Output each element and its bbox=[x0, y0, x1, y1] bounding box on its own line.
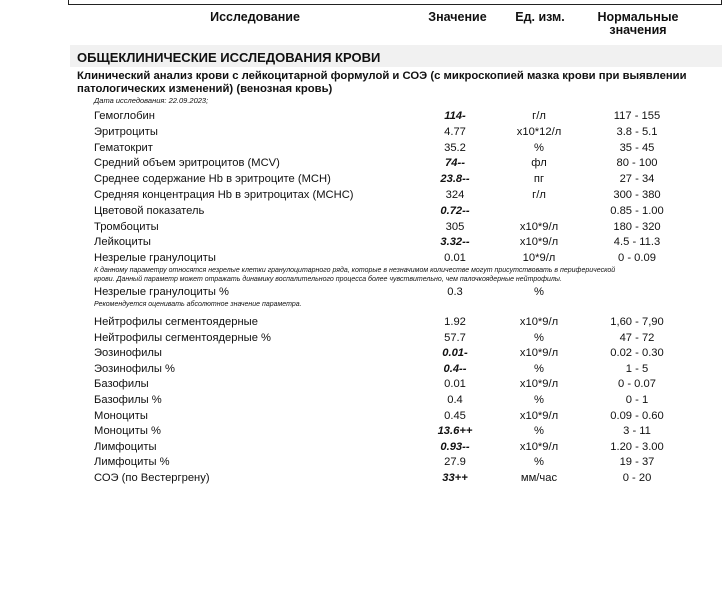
row-value: 1.92 bbox=[444, 316, 466, 328]
row-name: Средний объем эритроцитов (MCV) bbox=[94, 157, 280, 170]
row-value: 0.72-- bbox=[440, 204, 470, 217]
study-date: Дата исследования: 22.09.2023; bbox=[94, 96, 209, 105]
header-ref-line2: значения bbox=[609, 23, 667, 37]
row-ref: 0.02 - 0.30 bbox=[610, 347, 664, 360]
row-value: 0.01- bbox=[442, 347, 468, 360]
header-unit: Ед. изм. bbox=[515, 10, 565, 24]
row-ref: 300 - 380 bbox=[613, 189, 661, 201]
row-value: 35.2 bbox=[444, 141, 466, 154]
note-line-2: крови. Данный параметр может отражать динамику воспалительного процесса более чувствительно, чем палочкоядерные нейтрофилы. bbox=[94, 275, 562, 283]
row-unit: % bbox=[534, 456, 544, 469]
row-unit: x10*9/л bbox=[519, 347, 559, 360]
row-ref: 19 - 37 bbox=[619, 456, 655, 469]
row-unit: x10*12/л bbox=[516, 125, 562, 138]
table-row bbox=[0, 126, 728, 141]
row-ref: 0 - 0.07 bbox=[618, 378, 656, 391]
row-unit: x10*9/л bbox=[519, 316, 559, 328]
row-ref: 117 - 155 bbox=[613, 110, 661, 122]
row-name: Нейтрофилы сегментоядерные bbox=[94, 316, 258, 328]
row-name: Лимфоциты % bbox=[94, 456, 170, 469]
row-value: 74-- bbox=[445, 157, 465, 170]
row-unit: мм/час bbox=[520, 472, 558, 484]
row-ref: 1 - 5 bbox=[625, 362, 649, 375]
table-row bbox=[0, 347, 728, 362]
row-value: 0.4 bbox=[447, 394, 463, 406]
table-row bbox=[0, 332, 728, 347]
row-unit: % bbox=[534, 286, 544, 298]
section-title: ОБЩЕКЛИНИЧЕСКИЕ ИССЛЕДОВАНИЯ КРОВИ bbox=[77, 50, 381, 65]
row-value: 33++ bbox=[442, 472, 468, 484]
header-test: Исследование bbox=[210, 10, 300, 24]
row-name: Эозинофилы % bbox=[94, 362, 175, 375]
row-name: Базофилы bbox=[94, 378, 149, 391]
header-ref bbox=[590, 11, 686, 37]
row-value: 0.01 bbox=[444, 252, 466, 265]
row-unit: x10*9/л bbox=[519, 378, 559, 391]
row-name: Цветовой показатель bbox=[94, 204, 205, 217]
table-row bbox=[0, 472, 728, 487]
row-unit: г/л bbox=[532, 110, 546, 122]
subtitle-line-1: Клинический анализ крови с лейкоцитарной формулой и СОЭ (с микроскопией мазка крови при выявлении bbox=[77, 70, 687, 82]
row-name: Нейтрофилы сегментоядерные % bbox=[94, 331, 271, 344]
row-unit: x10*9/л bbox=[519, 440, 559, 453]
row-unit: % bbox=[534, 331, 544, 344]
table-row bbox=[0, 316, 728, 331]
row-value: 0.4-- bbox=[443, 362, 467, 375]
row-unit: пг bbox=[533, 173, 545, 186]
row-value: 0.01 bbox=[444, 378, 466, 391]
table-row bbox=[0, 173, 728, 188]
table-row bbox=[0, 456, 728, 471]
row-name: Моноциты bbox=[94, 409, 148, 422]
row-name: Среднее содержание Hb в эритроците (MCH) bbox=[94, 173, 331, 186]
row-unit: x10*9/л bbox=[519, 236, 559, 249]
row-value: 0.93-- bbox=[440, 440, 470, 453]
note-line-1: К данному параметру относятся незрелые клетки гранулоцитарного ряда, которые в незначимом количестве могут присутствовать в периферической bbox=[94, 267, 616, 274]
header-value: Значение bbox=[428, 10, 487, 24]
row-value: 0.45 bbox=[444, 409, 466, 422]
row-value: 114- bbox=[444, 110, 466, 122]
row-name: Лимфоциты bbox=[94, 440, 157, 453]
row-ref: 80 - 100 bbox=[616, 157, 658, 170]
row-value: 27.9 bbox=[444, 456, 466, 469]
row-value: 0.3 bbox=[447, 286, 463, 298]
row-name: Незрелые гранулоциты bbox=[94, 252, 216, 265]
row-name: Эритроциты bbox=[94, 125, 158, 138]
row-ref: 0.85 - 1.00 bbox=[610, 204, 664, 217]
row-ref: 0.09 - 0.60 bbox=[610, 409, 664, 422]
row-value: 57.7 bbox=[444, 331, 466, 344]
row-unit: % bbox=[534, 394, 544, 406]
row-ref: 1.20 - 3.00 bbox=[610, 440, 664, 453]
table-row bbox=[0, 110, 728, 125]
row-value: 324 bbox=[445, 189, 465, 201]
row-name: Незрелые гранулоциты % bbox=[94, 286, 229, 298]
row-unit: x10*9/л bbox=[519, 409, 559, 422]
row-unit: % bbox=[534, 141, 544, 154]
row-name: Гемоглобин bbox=[94, 110, 155, 122]
row-ref: 4.5 - 11.3 bbox=[613, 236, 661, 249]
table-row bbox=[0, 378, 728, 393]
note-recommend: Рекомендуется оценивать абсолютное значение параметра. bbox=[94, 301, 302, 308]
row-unit: x10*9/л bbox=[519, 220, 559, 233]
test-subtitle bbox=[77, 70, 687, 95]
row-ref: 0 - 1 bbox=[625, 394, 649, 406]
row-name: СОЭ (по Вестергрену) bbox=[94, 472, 210, 484]
row-value: 13.6++ bbox=[437, 425, 473, 438]
row-ref: 35 - 45 bbox=[619, 141, 655, 154]
row-value: 305 bbox=[445, 220, 465, 233]
row-ref: 27 - 34 bbox=[619, 173, 655, 186]
table-row bbox=[0, 221, 728, 236]
row-value: 23.8-- bbox=[440, 173, 470, 186]
row-name: Эозинофилы bbox=[94, 347, 162, 360]
row-ref: 1,60 - 7,90 bbox=[610, 316, 664, 328]
row-unit: % bbox=[534, 362, 544, 375]
row-ref: 0 - 0.09 bbox=[618, 252, 656, 265]
row-ref: 3.8 - 5.1 bbox=[616, 125, 658, 138]
top-frame-border bbox=[68, 0, 722, 5]
table-row bbox=[0, 286, 728, 301]
row-unit: 10*9/л bbox=[522, 252, 556, 265]
table-row bbox=[0, 157, 728, 172]
row-value: 4.77 bbox=[444, 125, 466, 138]
table-row bbox=[0, 425, 728, 440]
table-row bbox=[0, 363, 728, 378]
row-name: Средняя концентрация Hb в эритроцитах (MCHC) bbox=[94, 189, 354, 201]
table-row bbox=[0, 252, 728, 267]
row-name: Моноциты % bbox=[94, 425, 161, 438]
row-name: Базофилы % bbox=[94, 394, 162, 406]
row-unit: фл bbox=[531, 157, 547, 170]
row-name: Тромбоциты bbox=[94, 220, 159, 233]
header-ref-line1: Нормальные bbox=[597, 10, 679, 24]
subtitle-line-2: патологических изменений) (венозная кровь) bbox=[77, 82, 333, 95]
table-row bbox=[0, 410, 728, 425]
row-ref: 0 - 20 bbox=[622, 472, 652, 484]
row-ref: 47 - 72 bbox=[619, 331, 655, 344]
row-name: Гематокрит bbox=[94, 141, 153, 154]
table-row bbox=[0, 142, 728, 157]
row-ref: 3 - 11 bbox=[623, 425, 651, 438]
row-name: Лейкоциты bbox=[94, 236, 151, 249]
table-row bbox=[0, 189, 728, 204]
table-row bbox=[0, 441, 728, 456]
table-row bbox=[0, 205, 728, 220]
row-ref: 180 - 320 bbox=[613, 220, 661, 233]
row-unit: % bbox=[534, 425, 544, 438]
row-unit: г/л bbox=[532, 189, 546, 201]
table-row bbox=[0, 236, 728, 251]
table-row bbox=[0, 394, 728, 409]
note-immature-granulocytes bbox=[94, 267, 704, 284]
row-value: 3.32-- bbox=[440, 236, 470, 249]
